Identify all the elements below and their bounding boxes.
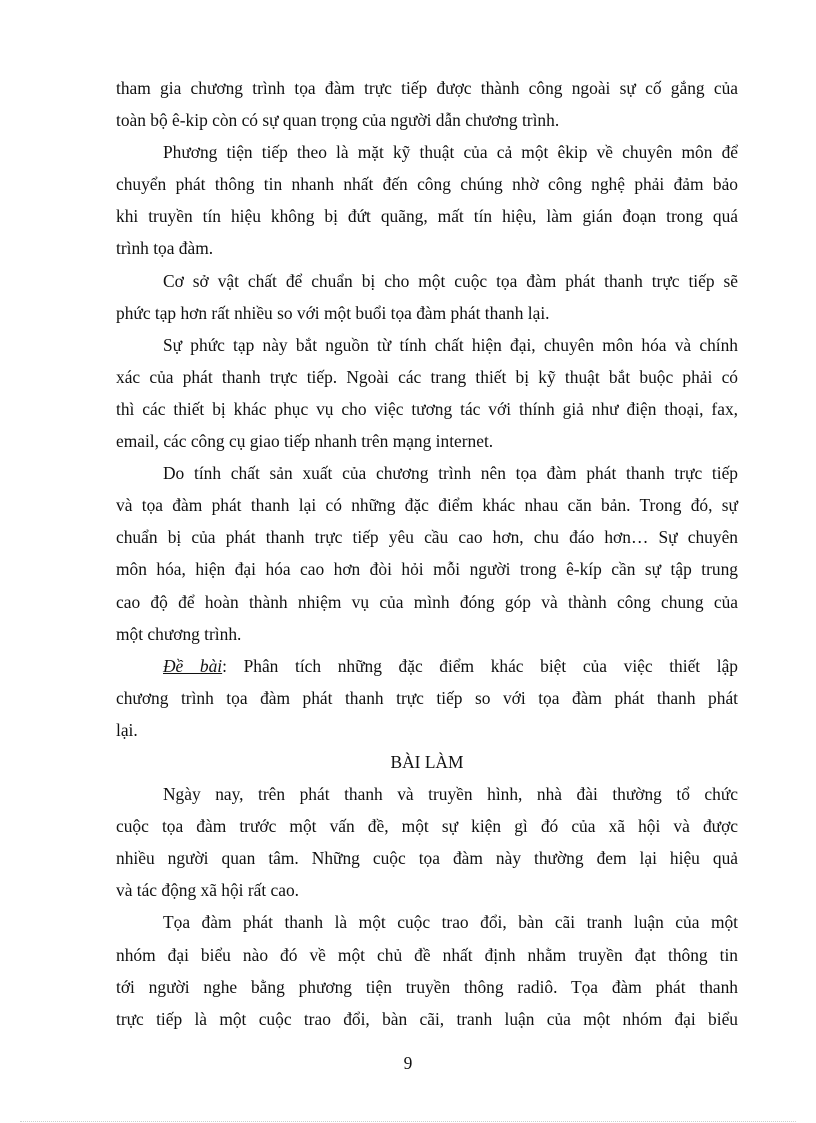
body-line: thì các thiết bị khác phục vụ cho việc tương tác với thính giả như điện thoại, fax, bbox=[116, 398, 738, 419]
answer-line: trực tiếp là một cuộc trao đổi, bàn cãi, tranh luận của một nhóm đại biểu bbox=[116, 1008, 738, 1029]
body-line: Do tính chất sản xuất của chương trình nên tọa đàm phát thanh trực tiếp bbox=[163, 463, 738, 484]
body-line: chuyển phát thông tin nhanh nhất đến công chúng nhờ công nghệ phải đảm bảo bbox=[116, 174, 738, 195]
answer-line: và tác động xã hội rất cao. bbox=[116, 880, 300, 901]
section-heading: BÀI LÀM bbox=[390, 751, 464, 772]
body-line: toàn bộ ê-kip còn có sự quan trọng của người dẫn chương trình. bbox=[116, 110, 560, 131]
body-line: chuẩn bị của phát thanh trực tiếp yêu cầu cao hơn, chu đáo hơn… Sự chuyên bbox=[116, 527, 738, 548]
assignment-text: : Phân tích những đặc điểm khác biệt của việc thiết lập bbox=[222, 655, 738, 676]
answer-line: nhiều người quan tâm. Những cuộc tọa đàm này thường đem lại hiệu quả bbox=[116, 848, 738, 869]
body-line: Sự phức tạp này bắt nguồn từ tính chất hiện đại, chuyên môn hóa và chính bbox=[163, 334, 738, 355]
assignment-line: chương trình tọa đàm phát thanh trực tiếp so với tọa đàm phát thanh phát bbox=[116, 687, 738, 708]
body-line: cao độ để hoàn thành nhiệm vụ của mình đóng góp và thành công chung của bbox=[116, 591, 738, 612]
answer-line: nhóm đại biểu nào đó về một chủ đề nhất định nhằm truyền đạt thông tin bbox=[116, 944, 738, 965]
answer-line: tới người nghe bằng phương tiện truyền thông radiô. Tọa đàm phát thanh bbox=[116, 976, 738, 997]
body-line: Phương tiện tiếp theo là mặt kỹ thuật của cả một êkip về chuyên môn để bbox=[163, 142, 738, 163]
body-line: xác của phát thanh trực tiếp. Ngoài các trang thiết bị kỹ thuật bắt buộc phải có bbox=[116, 366, 738, 387]
body-line: môn hóa, hiện đại hóa cao hơn đòi hỏi mỗi người trong ê-kíp cần sự tập trung bbox=[116, 559, 738, 580]
assignment-label: Đề bài bbox=[163, 655, 223, 676]
body-line: Cơ sở vật chất để chuẩn bị cho một cuộc tọa đàm phát thanh trực tiếp sẽ bbox=[163, 270, 738, 291]
assignment-line bbox=[116, 650, 738, 682]
answer-line: Tọa đàm phát thanh là một cuộc trao đổi, bàn cãi tranh luận của một bbox=[163, 912, 738, 933]
body-line: phức tạp hơn rất nhiều so với một buổi tọa đàm phát thanh lại. bbox=[116, 302, 550, 323]
answer-line: Ngày nay, trên phát thanh và truyền hình, nhà đài thường tổ chức bbox=[163, 784, 738, 805]
assignment-line: lại. bbox=[116, 719, 138, 740]
body-line: một chương trình. bbox=[116, 623, 242, 644]
page-number: 9 bbox=[403, 1053, 413, 1073]
body-line: và tọa đàm phát thanh lại có những đặc điểm khác nhau căn bản. Trong đó, sự bbox=[116, 495, 738, 516]
answer-line: cuộc tọa đàm trước một vấn đề, một sự kiện gì đó của xã hội và được bbox=[116, 816, 738, 837]
body-line: khi truyền tín hiệu không bị đứt quãng, mất tín hiệu, làm gián đoạn trong quá bbox=[116, 206, 738, 227]
body-line: trình tọa đàm. bbox=[116, 238, 214, 259]
document-body bbox=[116, 72, 738, 1035]
body-line: email, các công cụ giao tiếp nhanh trên mạng internet. bbox=[116, 431, 494, 452]
page-bottom-divider bbox=[20, 1121, 796, 1122]
body-line: tham gia chương trình tọa đàm trực tiếp được thành công ngoài sự cố gắng của bbox=[116, 78, 738, 98]
